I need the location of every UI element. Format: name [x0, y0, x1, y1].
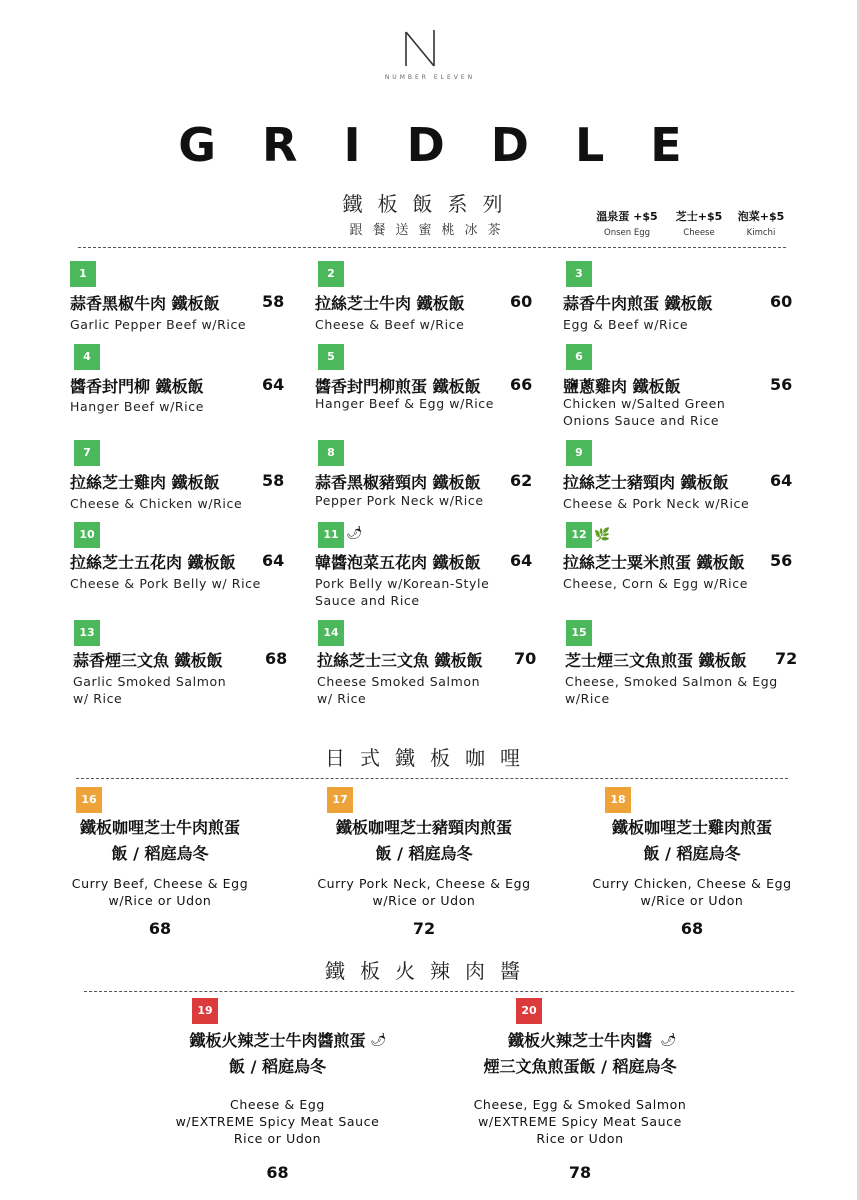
chili-icon: 🌶 [660, 1033, 677, 1048]
item-number-badge: 3 [566, 261, 592, 287]
section-title-curry: 日式鐵板咖哩 [325, 746, 535, 770]
item-number-badge: 7 [74, 440, 100, 466]
item-number-badge: 10 [74, 522, 100, 548]
item-number-badge: 12 [566, 522, 592, 548]
item-name-zh: 蒜香黑椒豬頸肉 鐵板飯 [315, 473, 481, 492]
item-price: 64 [262, 551, 285, 570]
item-number-badge: 15 [566, 620, 592, 646]
divider [76, 778, 788, 779]
item-price: 64 [770, 471, 793, 490]
item-number-badge: 18 [605, 787, 631, 813]
divider [84, 991, 794, 992]
item-number-badge: 13 [74, 620, 100, 646]
item-number-badge: 14 [318, 620, 344, 646]
item-name-en: Hanger Beef & Egg w/Rice [315, 396, 495, 411]
item-price: 56 [770, 551, 793, 570]
chili-icon: 🌶 [370, 1033, 387, 1048]
item-name-en: Cheese & Pork Neck w/Rice [563, 496, 750, 511]
addon-onsen-egg: 溫泉蛋 +$5 Onsen Egg [596, 210, 658, 238]
logo-icon [398, 26, 442, 70]
item-price: 58 [262, 471, 285, 490]
item-price: 70 [514, 649, 537, 668]
curry-item: 鐵板咖哩芝士雞肉煎蛋 飯 / 稻庭烏冬 Curry Chicken, Cheese & Egg w/Rice or Udon 68 [592, 818, 792, 938]
item-name-zh: 拉絲芝士牛肉 鐵板飯 [315, 294, 465, 313]
item-name-en: Garlic Pepper Beef w/Rice [70, 317, 247, 332]
item-name-zh: 拉絲芝士三文魚 鐵板飯 [317, 651, 483, 670]
item-number-badge: 2 [318, 261, 344, 287]
brand-name: NUMBER ELEVEN [384, 74, 476, 81]
section-title-griddle-rice: 鐵板飯系列 [342, 192, 518, 216]
curry-item: 鐵板咖哩芝士牛肉煎蛋 飯 / 稻庭烏冬 Curry Beef, Cheese & Egg w/Rice or Udon 68 [71, 818, 249, 938]
addon-cheese: 芝士+$5 Cheese [675, 210, 723, 238]
item-number-badge: 17 [327, 787, 353, 813]
divider [78, 247, 786, 248]
item-name-zh: 蒜香牛肉煎蛋 鐵板飯 [563, 294, 713, 313]
section-title-spicy: 鐵板火辣肉醬 [325, 959, 535, 983]
item-number-badge: 11 [318, 522, 344, 548]
item-price: 72 [775, 649, 798, 668]
item-name-en: Cheese & Beef w/Rice [315, 317, 465, 332]
item-number-badge: 16 [76, 787, 102, 813]
item-name-zh: 醬香封門柳 鐵板飯 [70, 377, 204, 396]
item-number-badge: 20 [516, 998, 542, 1024]
item-price: 64 [510, 551, 533, 570]
item-name-zh: 蒜香煙三文魚 鐵板飯 [73, 651, 223, 670]
item-name-zh: 醬香封門柳煎蛋 鐵板飯 [315, 377, 481, 396]
item-price: 66 [510, 375, 533, 394]
item-name-zh: 拉絲芝士粟米煎蛋 鐵板飯 [563, 553, 745, 572]
item-price: 58 [262, 292, 285, 311]
item-number-badge: 6 [566, 344, 592, 370]
item-name-zh: 鹽蔥雞肉 鐵板飯 [563, 377, 681, 396]
spicy-item: 鐵板火辣芝士牛肉醬煎蛋 飯 / 稻庭烏冬 Cheese & Egg w/EXTREME Spicy Meat Sauce Rice or Udon 68 [175, 1031, 380, 1182]
item-name-en: Cheese, Corn & Egg w/Rice [563, 576, 748, 591]
item-name-en: Cheese & Chicken w/Rice [70, 496, 243, 511]
item-name-en: Pepper Pork Neck w/Rice [315, 493, 484, 508]
item-name-zh: 拉絲芝士雞肉 鐵板飯 [70, 473, 220, 492]
item-number-badge: 19 [192, 998, 218, 1024]
leaf-icon: 🌿 [594, 528, 611, 543]
item-price: 64 [262, 375, 285, 394]
page-title: GRIDDLE [178, 118, 728, 172]
item-name-en: Pork Belly w/Korean-Style Sauce and Rice [315, 576, 490, 608]
item-name-zh: 拉絲芝士五花肉 鐵板飯 [70, 553, 236, 572]
item-number-badge: 4 [74, 344, 100, 370]
item-number-badge: 5 [318, 344, 344, 370]
item-name-en: Garlic Smoked Salmon w/ Rice [73, 674, 227, 706]
item-name-en: Hanger Beef w/Rice [70, 399, 205, 414]
item-name-en: Cheese Smoked Salmon w/ Rice [317, 674, 481, 706]
spicy-item: 鐵板火辣芝士牛肉醬 煙三文魚煎蛋飯 / 稻庭烏冬 Cheese, Egg & Smoked Salmon w/EXTREME Spicy Meat Sauce Rice or Udon 78 [473, 1031, 687, 1182]
item-name-zh: 芝士煙三文魚煎蛋 鐵板飯 [565, 651, 747, 670]
item-number-badge: 1 [70, 261, 96, 287]
item-name-en: Cheese & Pork Belly w/ Rice [70, 576, 261, 591]
item-price: 60 [770, 292, 793, 311]
item-price: 68 [265, 649, 288, 668]
item-number-badge: 9 [566, 440, 592, 466]
item-name-en: Egg & Beef w/Rice [563, 317, 689, 332]
chili-icon: 🌶 [346, 526, 363, 541]
addon-kimchi: 泡菜+$5 Kimchi [737, 210, 785, 238]
item-name-zh: 韓醬泡菜五花肉 鐵板飯 [315, 553, 481, 572]
item-name-zh: 蒜香黑椒牛肉 鐵板飯 [70, 294, 220, 313]
curry-item: 鐵板咖哩芝士豬頸肉煎蛋 飯 / 稻庭烏冬 Curry Pork Neck, Cheese & Egg w/Rice or Udon 72 [317, 818, 531, 938]
item-name-en: Cheese, Smoked Salmon & Egg w/Rice [565, 674, 778, 706]
item-price: 60 [510, 292, 533, 311]
section-subtitle: 跟餐送蜜桃冰茶 [349, 223, 511, 238]
item-price: 56 [770, 375, 793, 394]
item-name-zh: 拉絲芝士豬頸肉 鐵板飯 [563, 473, 729, 492]
item-name-en: Chicken w/Salted Green Onions Sauce and Rice [563, 396, 726, 428]
item-price: 62 [510, 471, 533, 490]
item-number-badge: 8 [318, 440, 344, 466]
